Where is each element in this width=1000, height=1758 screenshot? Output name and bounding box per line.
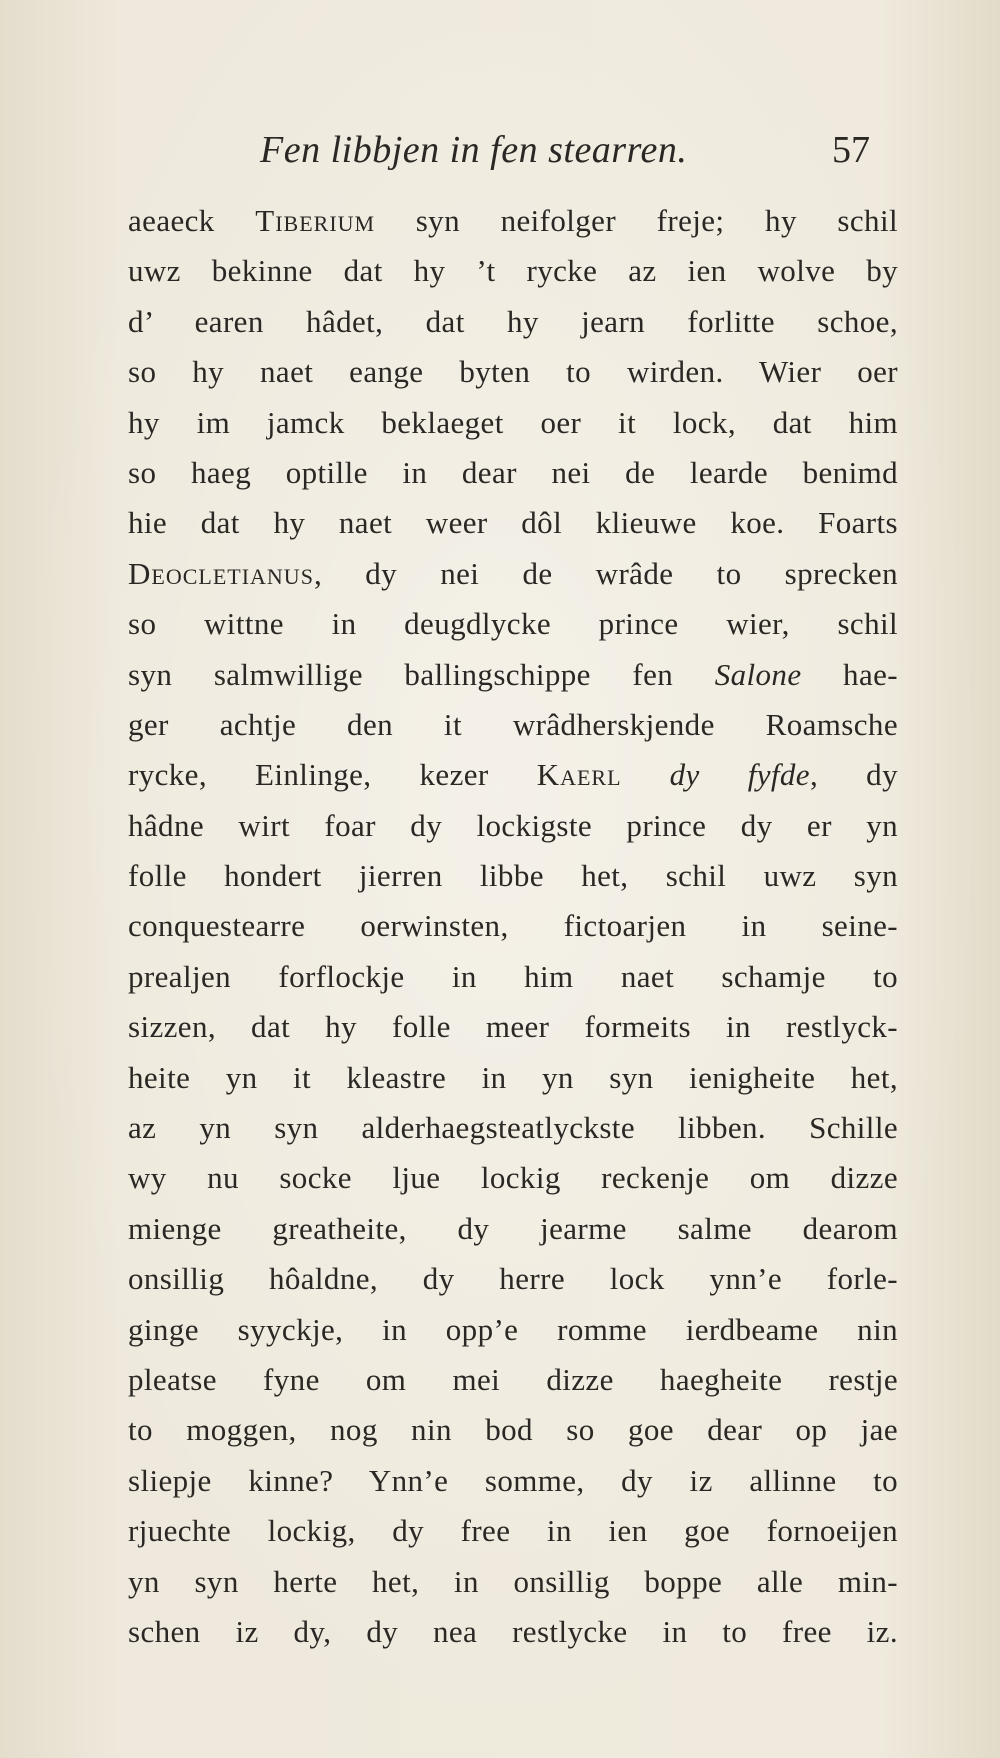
text-run: to moggen, nog nin bod so goe dear op jae	[128, 1412, 898, 1448]
text-run: pleatse fyne om mei dizze haegheite restje	[128, 1361, 898, 1397]
text-run: syn neifolger freje; hy schil	[375, 203, 898, 238]
text-run: folle hondert jierren libbe het, schil uwz syn	[128, 858, 898, 894]
text-run: prealjen forflockje in him naet schamje to	[128, 958, 898, 994]
text-run: uwz bekinne dat hy ’t rycke az ien wolve by	[128, 253, 898, 289]
text-line	[128, 1053, 898, 1103]
text-line	[128, 1456, 898, 1506]
text-line	[128, 246, 898, 296]
small-caps-name: Tiberium	[255, 203, 376, 238]
text-run: hâdne wirt foar dy lockigste prince dy er yn	[128, 807, 898, 843]
text-run: schen iz dy, dy nea restlycke in to free iz.	[128, 1613, 898, 1649]
text-line	[128, 700, 898, 750]
text-run: conquestearre oerwinsten, fictoarjen in seine-	[128, 908, 898, 944]
text-run: mienge greatheite, dy jearme salme dearom	[128, 1210, 898, 1246]
body-text	[128, 196, 898, 1657]
text-run: so wittne in deugdlycke prince wier, schil	[128, 606, 898, 642]
text-run: hie dat hy naet weer dôl klieuwe koe. Foarts	[128, 505, 898, 541]
text-line	[128, 1002, 898, 1052]
text-line	[128, 347, 898, 397]
text-line	[128, 1557, 898, 1607]
text-line	[128, 1103, 898, 1153]
text-run: sizzen, dat hy folle meer formeits in restlyck-	[128, 1009, 898, 1045]
text-run: hy im jamck beklaeget oer it lock, dat him	[128, 404, 898, 440]
page-header	[130, 128, 900, 188]
text-line	[128, 750, 898, 800]
text-line	[128, 599, 898, 649]
text-line	[128, 196, 898, 246]
text-run: , dy	[809, 757, 898, 793]
text-run: so hy naet eange byten to wirden. Wier oer	[128, 354, 898, 390]
text-line	[128, 901, 898, 951]
text-run: wy nu socke ljue lockig reckenje om dizze	[128, 1160, 898, 1196]
text-line	[128, 1204, 898, 1254]
text-run: onsillig hôaldne, dy herre lock ynn’e forle-	[128, 1261, 898, 1297]
text-run: hae-	[801, 656, 898, 692]
text-line	[128, 549, 898, 599]
text-run: az yn syn alderhaegsteatlyckste libben. Schille	[128, 1110, 898, 1146]
small-caps-name: Kaerl	[536, 757, 622, 793]
text-run: , dy nei de wrâde to sprecken	[313, 555, 898, 591]
text-line	[128, 448, 898, 498]
text-line	[128, 1305, 898, 1355]
text-run: heite yn it kleastre in yn syn ienigheite het,	[128, 1059, 898, 1095]
text-line	[128, 1153, 898, 1203]
text-run	[622, 757, 670, 792]
text-line	[128, 1405, 898, 1455]
text-run: yn syn herte het, in onsillig boppe alle min-	[128, 1563, 898, 1599]
text-run: so haeg optille in dear nei de learde benimd	[128, 454, 898, 490]
text-run: d’ earen hâdet, dat hy jearn forlitte schoe,	[128, 303, 898, 339]
text-line	[128, 297, 898, 347]
page-number: 57	[832, 129, 870, 171]
text-run: ginge syyckje, in opp’e romme ierdbeame nin	[128, 1311, 898, 1347]
text-line	[128, 851, 898, 901]
text-line	[128, 1355, 898, 1405]
italic-text: dy fyfde	[669, 757, 810, 793]
text-run: sliepje kinne? Ynn’e somme, dy iz allinne to	[128, 1462, 898, 1498]
text-line	[128, 498, 898, 548]
text-line	[128, 650, 898, 700]
text-run: rycke, Einlinge, kezer	[128, 757, 537, 793]
text-line	[128, 801, 898, 851]
text-line	[128, 1506, 898, 1556]
running-title: Fen libbjen in fen stearren.	[260, 129, 688, 171]
text-line	[128, 1254, 898, 1304]
text-run: ger achtje den it wrâdherskjende Roamsche	[128, 706, 898, 742]
text-line	[128, 1607, 898, 1657]
italic-text: Salone	[714, 656, 802, 692]
text-run: rjuechte lockig, dy free in ien goe fornoeijen	[128, 1513, 898, 1549]
text-run: aeaeck	[128, 203, 256, 238]
text-run: syn salmwillige ballingschippe fen	[128, 656, 715, 692]
text-line	[128, 952, 898, 1002]
small-caps-name: Deocletianus	[128, 555, 314, 591]
text-line	[128, 398, 898, 448]
